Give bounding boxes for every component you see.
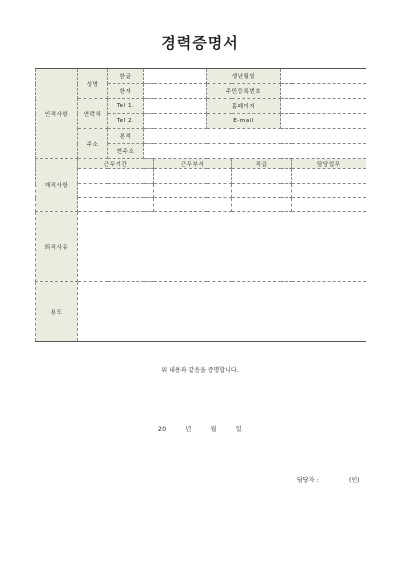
career-period-cell[interactable] [78,184,154,198]
career-period-cell[interactable] [78,198,154,212]
contact-label: 연락처 [78,99,108,129]
seal-mark: (인) [349,477,360,484]
career-section-label: 재직사항 [36,159,78,212]
homepage-field[interactable] [281,99,366,114]
career-col-duty: 담당업무 [292,159,366,169]
tel2-field[interactable] [144,114,207,129]
registered-label: 본적 [108,129,144,144]
career-col-position: 직급 [232,159,292,169]
retire-reason-field[interactable] [78,212,366,282]
career-duty-cell[interactable] [292,198,366,212]
hangul-label: 한글 [108,69,144,84]
career-duty-cell[interactable] [292,184,366,198]
date-year: 20 [157,426,167,433]
email-label: E-mail [207,114,281,129]
career-department-cell[interactable] [154,184,232,198]
name-label: 성명 [78,69,108,99]
current-address-label: 현주소 [108,144,144,159]
current-address-field[interactable] [144,144,366,159]
document-title: 경력증명서 [161,34,239,52]
career-col-period: 근무기간 [78,159,154,169]
registered-address-field[interactable] [144,129,366,144]
resident-no-label: 주민등록번호 [207,84,281,99]
hangul-name-field[interactable] [144,69,207,84]
retire-section-label: 퇴직사유 [36,212,78,282]
career-duty-cell[interactable] [292,169,366,184]
career-period-cell[interactable] [78,169,154,184]
date-year-unit: 년 [185,426,192,433]
hanja-name-field[interactable] [144,84,207,99]
hanja-label: 한자 [108,84,144,99]
resident-no-field[interactable] [281,84,366,99]
purpose-field[interactable] [78,282,366,342]
certificate-form [35,68,366,342]
career-department-cell[interactable] [154,198,232,212]
tel1-label: Tel 1. [108,99,144,114]
email-field[interactable] [281,114,366,129]
personal-section-label: 인적사항 [36,69,78,159]
tel2-label: Tel 2. [108,114,144,129]
address-label: 주소 [78,129,108,159]
career-position-cell[interactable] [232,184,292,198]
tel1-field[interactable] [144,99,207,114]
purpose-section-label: 용도 [36,282,78,342]
birth-label: 생년월일 [207,69,281,84]
career-col-department: 근무부서 [154,159,232,169]
career-position-cell[interactable] [232,198,292,212]
date-day-unit: 일 [235,426,243,433]
signature-label: 담당자 : [297,477,319,484]
issue-date [0,424,400,433]
birth-field[interactable] [281,69,366,84]
career-position-cell[interactable] [232,169,292,184]
certification-statement: 위 내용과 같음을 증명합니다. [161,367,239,374]
date-month-unit: 월 [210,426,217,433]
career-department-cell[interactable] [154,169,232,184]
homepage-label: 홈페이지 [207,99,281,114]
